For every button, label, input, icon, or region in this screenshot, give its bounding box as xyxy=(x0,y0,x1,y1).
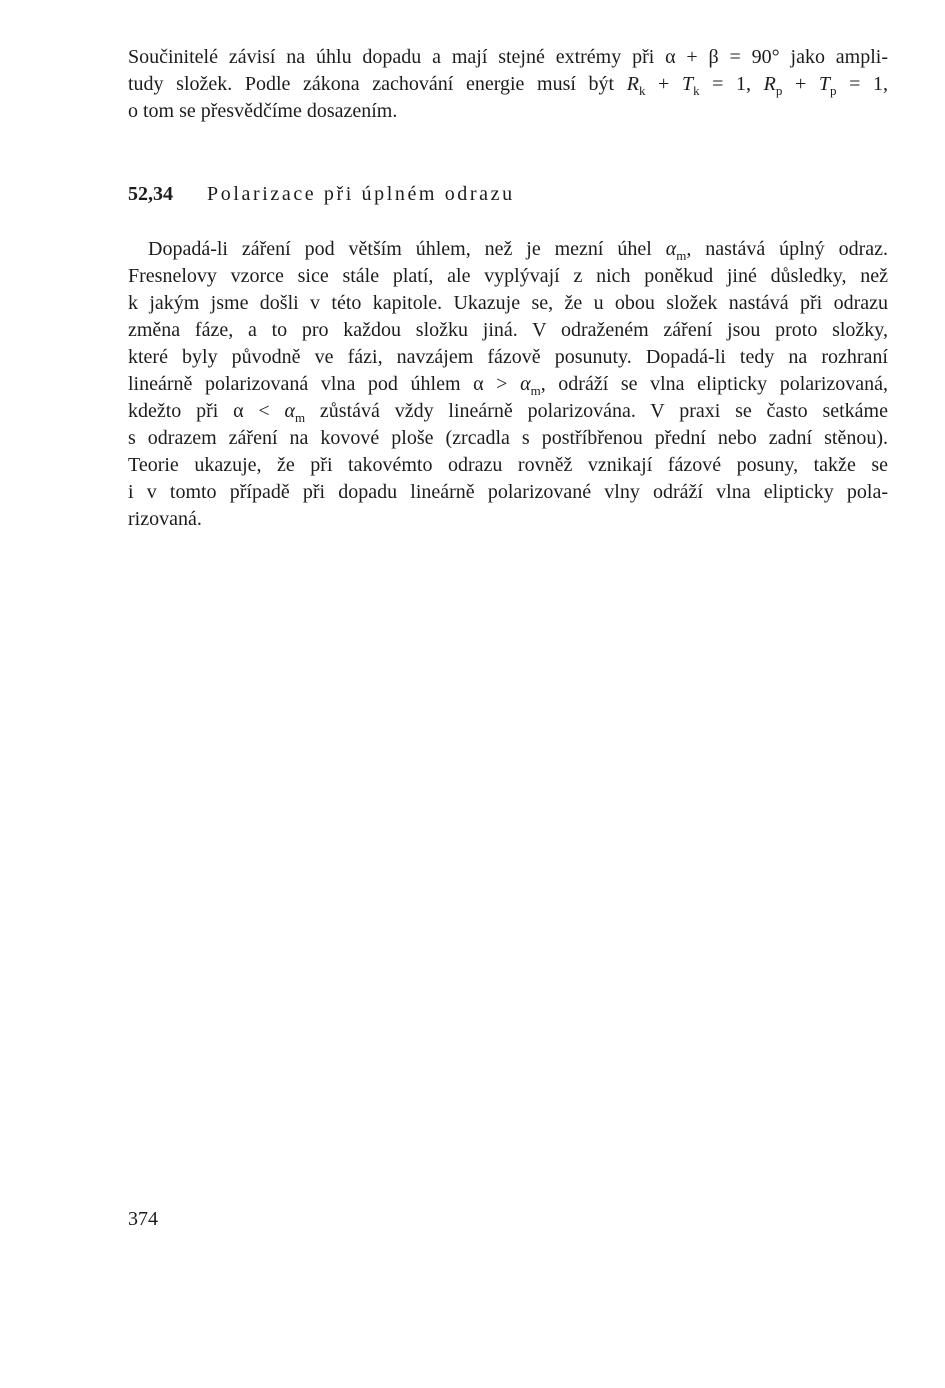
body-line: Fresnelovy vzorce sice stále platí, ale vyplývají z nich poněkud jiné důsledky, než xyxy=(128,265,888,287)
body-line: i v tomto případě při dopadu lineárně polarizované vlny odráží vlna elipticky pola- xyxy=(128,481,888,503)
body-line: kdežto při $\alpha < \alpha_m$ zůstává vždy lineárně polarizována. V praxi se často setkáme xyxy=(128,400,888,425)
intro-line: o tom se přesvědčíme dosazením. xyxy=(128,100,398,122)
body-paragraph xyxy=(128,236,888,533)
intro-line: tudy složek. Podle zákona zachování energie musí být $R_k + T_k = 1$, $R_p + T_p = 1$, xyxy=(128,73,889,98)
intro-line: Součinitelé závisí na úhlu dopadu a mají stejné extrémy při α + β = 90° jako ampli- xyxy=(128,46,888,68)
section-title: Polarizace při úplném odrazu xyxy=(207,183,515,205)
section-number: 52,34 xyxy=(128,183,173,205)
body-line: s odrazem záření na kovové ploše (zrcadla s postříbřenou přední nebo zadní stěnou). xyxy=(128,427,888,449)
body-line: lineárně polarizovaná vlna pod úhlem $\alpha > \alpha_m$, odráží se vlna elipticky polarizovaná, xyxy=(128,373,889,398)
body-line: Dopadá-li záření pod větším úhlem, než je mezní úhel $\alpha_m$, nastává úplný odraz. xyxy=(148,238,888,263)
page-number: 374 xyxy=(128,1208,158,1230)
body-line: k jakým jsme došli v této kapitole. Ukazuje se, že u obou složek nastává při odrazu xyxy=(128,292,888,314)
body-line: změna fáze, a to pro každou složku jiná. V odraženém záření jsou proto složky, xyxy=(128,319,888,341)
intro-paragraph xyxy=(128,44,888,125)
body-line: které byly původně ve fázi, navzájem fázově posunuty. Dopadá-li tedy na rozhraní xyxy=(128,346,888,368)
body-line: rizovaná. xyxy=(128,508,202,530)
body-line: Teorie ukazuje, že při takovémto odrazu rovněž vznikají fázové posuny, takže se xyxy=(128,454,888,476)
section-heading xyxy=(128,183,515,206)
